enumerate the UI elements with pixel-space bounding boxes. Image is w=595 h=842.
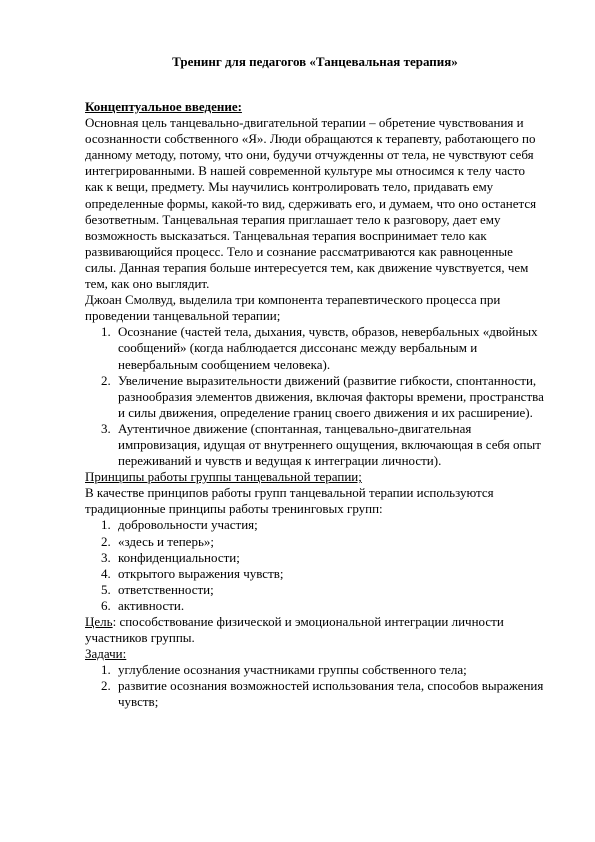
list-item bbox=[85, 582, 545, 598]
list-item-text: Осознание (частей тела, дыхания, чувств, образов, невербальных «двойных сообщений» (когда наблюдается диссонанс между вербальным и невербальным сообщением человека). bbox=[118, 324, 538, 372]
list-item bbox=[85, 421, 545, 469]
list-number: 1. bbox=[101, 324, 111, 340]
document-page bbox=[85, 54, 545, 711]
intro-paragraph: Основная цель танцевально-двигательной терапии – обретение чувствования и осознанности собственного «Я». Люди обращаются к терапевту, работающего по данному методу, потому, что они, будучи отчужденны от тела, не чувствуют себя интегрированными. В нашей современной культуре мы относимся к телу часто как к вещи, предмету. Мы научились контролировать тело, придавать ему определенные формы, какой-то вид, сдерживать его, и думаем, что оно останется безответным. Танцевальная терапия приглашает тело к разговору, дает ему возможность высказаться. Танцевальная терапия воспринимает тело как развивающийся процесс. Тело и сознание рассматриваются как равноценные силы. Данная терапия больше интересуется тем, как движение чувствуется, чем тем, как оно выглядит. bbox=[85, 115, 537, 292]
document-title: Тренинг для педагогов «Танцевальная терапия» bbox=[172, 54, 458, 69]
tasks-list bbox=[85, 662, 545, 710]
list-number: 3. bbox=[101, 549, 111, 565]
list-item bbox=[85, 373, 545, 421]
list-number: 6. bbox=[101, 597, 111, 613]
list-item-text: Увеличение выразительности движений (развитие гибкости, спонтанности, разнообразия элементов движения, включая факторы времени, пространства и силы движения, определение границ своего движения и их расширение). bbox=[118, 372, 544, 420]
list-number: 5. bbox=[101, 581, 111, 597]
list-item bbox=[85, 324, 545, 372]
goal-label: Цель bbox=[85, 614, 113, 629]
list-item bbox=[85, 534, 545, 550]
list-item-text: Аутентичное движение (спонтанная, танцевально-двигательная импровизация, идущая от внутреннего ощущения, включающая в себя опыт переживаний и чувств и ведущая к интеграции личности). bbox=[118, 420, 541, 469]
list-number: 2. bbox=[101, 372, 111, 388]
list-number: 2. bbox=[101, 678, 111, 694]
list-number: 1. bbox=[101, 517, 111, 533]
list-item bbox=[85, 678, 545, 710]
list-number: 2. bbox=[101, 533, 111, 549]
list-item-text: добровольности участия; bbox=[118, 517, 258, 533]
components-lead: Джоан Смолвуд, выделила три компонента терапевтического процесса при проведении танцевальной терапии; bbox=[85, 292, 501, 324]
list-item bbox=[85, 662, 545, 678]
list-number: 4. bbox=[101, 565, 111, 581]
list-number: 1. bbox=[101, 662, 111, 678]
list-item-text: активности. bbox=[118, 597, 185, 613]
tasks-heading: Задачи: bbox=[85, 646, 127, 662]
goal-paragraph bbox=[85, 614, 545, 646]
list-item-text: развитие осознания возможностей использования тела, способов выражения чувств; bbox=[118, 678, 544, 710]
list-item-text: открытого выражения чувств; bbox=[118, 565, 284, 581]
goal-text: : способствование физической и эмоциональной интеграции личности участников группы. bbox=[85, 614, 504, 646]
intro-heading: Концептуальное введение: bbox=[85, 99, 242, 114]
principles-list bbox=[85, 517, 545, 614]
list-item-text: ответственности; bbox=[118, 581, 214, 597]
list-item bbox=[85, 566, 545, 582]
principles-lead: В качестве принципов работы групп танцевальной терапии используются традиционные принципы работы тренинговых групп: bbox=[85, 485, 494, 517]
list-item-text: углубление осознания участниками группы собственного тела; bbox=[118, 662, 467, 678]
list-item-text: конфиденциальности; bbox=[118, 549, 240, 565]
list-item bbox=[85, 550, 545, 566]
principles-heading: Принципы работы группы танцевальной терапии; bbox=[85, 469, 362, 485]
list-item bbox=[85, 598, 545, 614]
list-item-text: «здесь и теперь»; bbox=[118, 533, 214, 549]
list-item bbox=[85, 517, 545, 533]
list-number: 3. bbox=[101, 420, 111, 436]
components-list bbox=[85, 324, 545, 469]
